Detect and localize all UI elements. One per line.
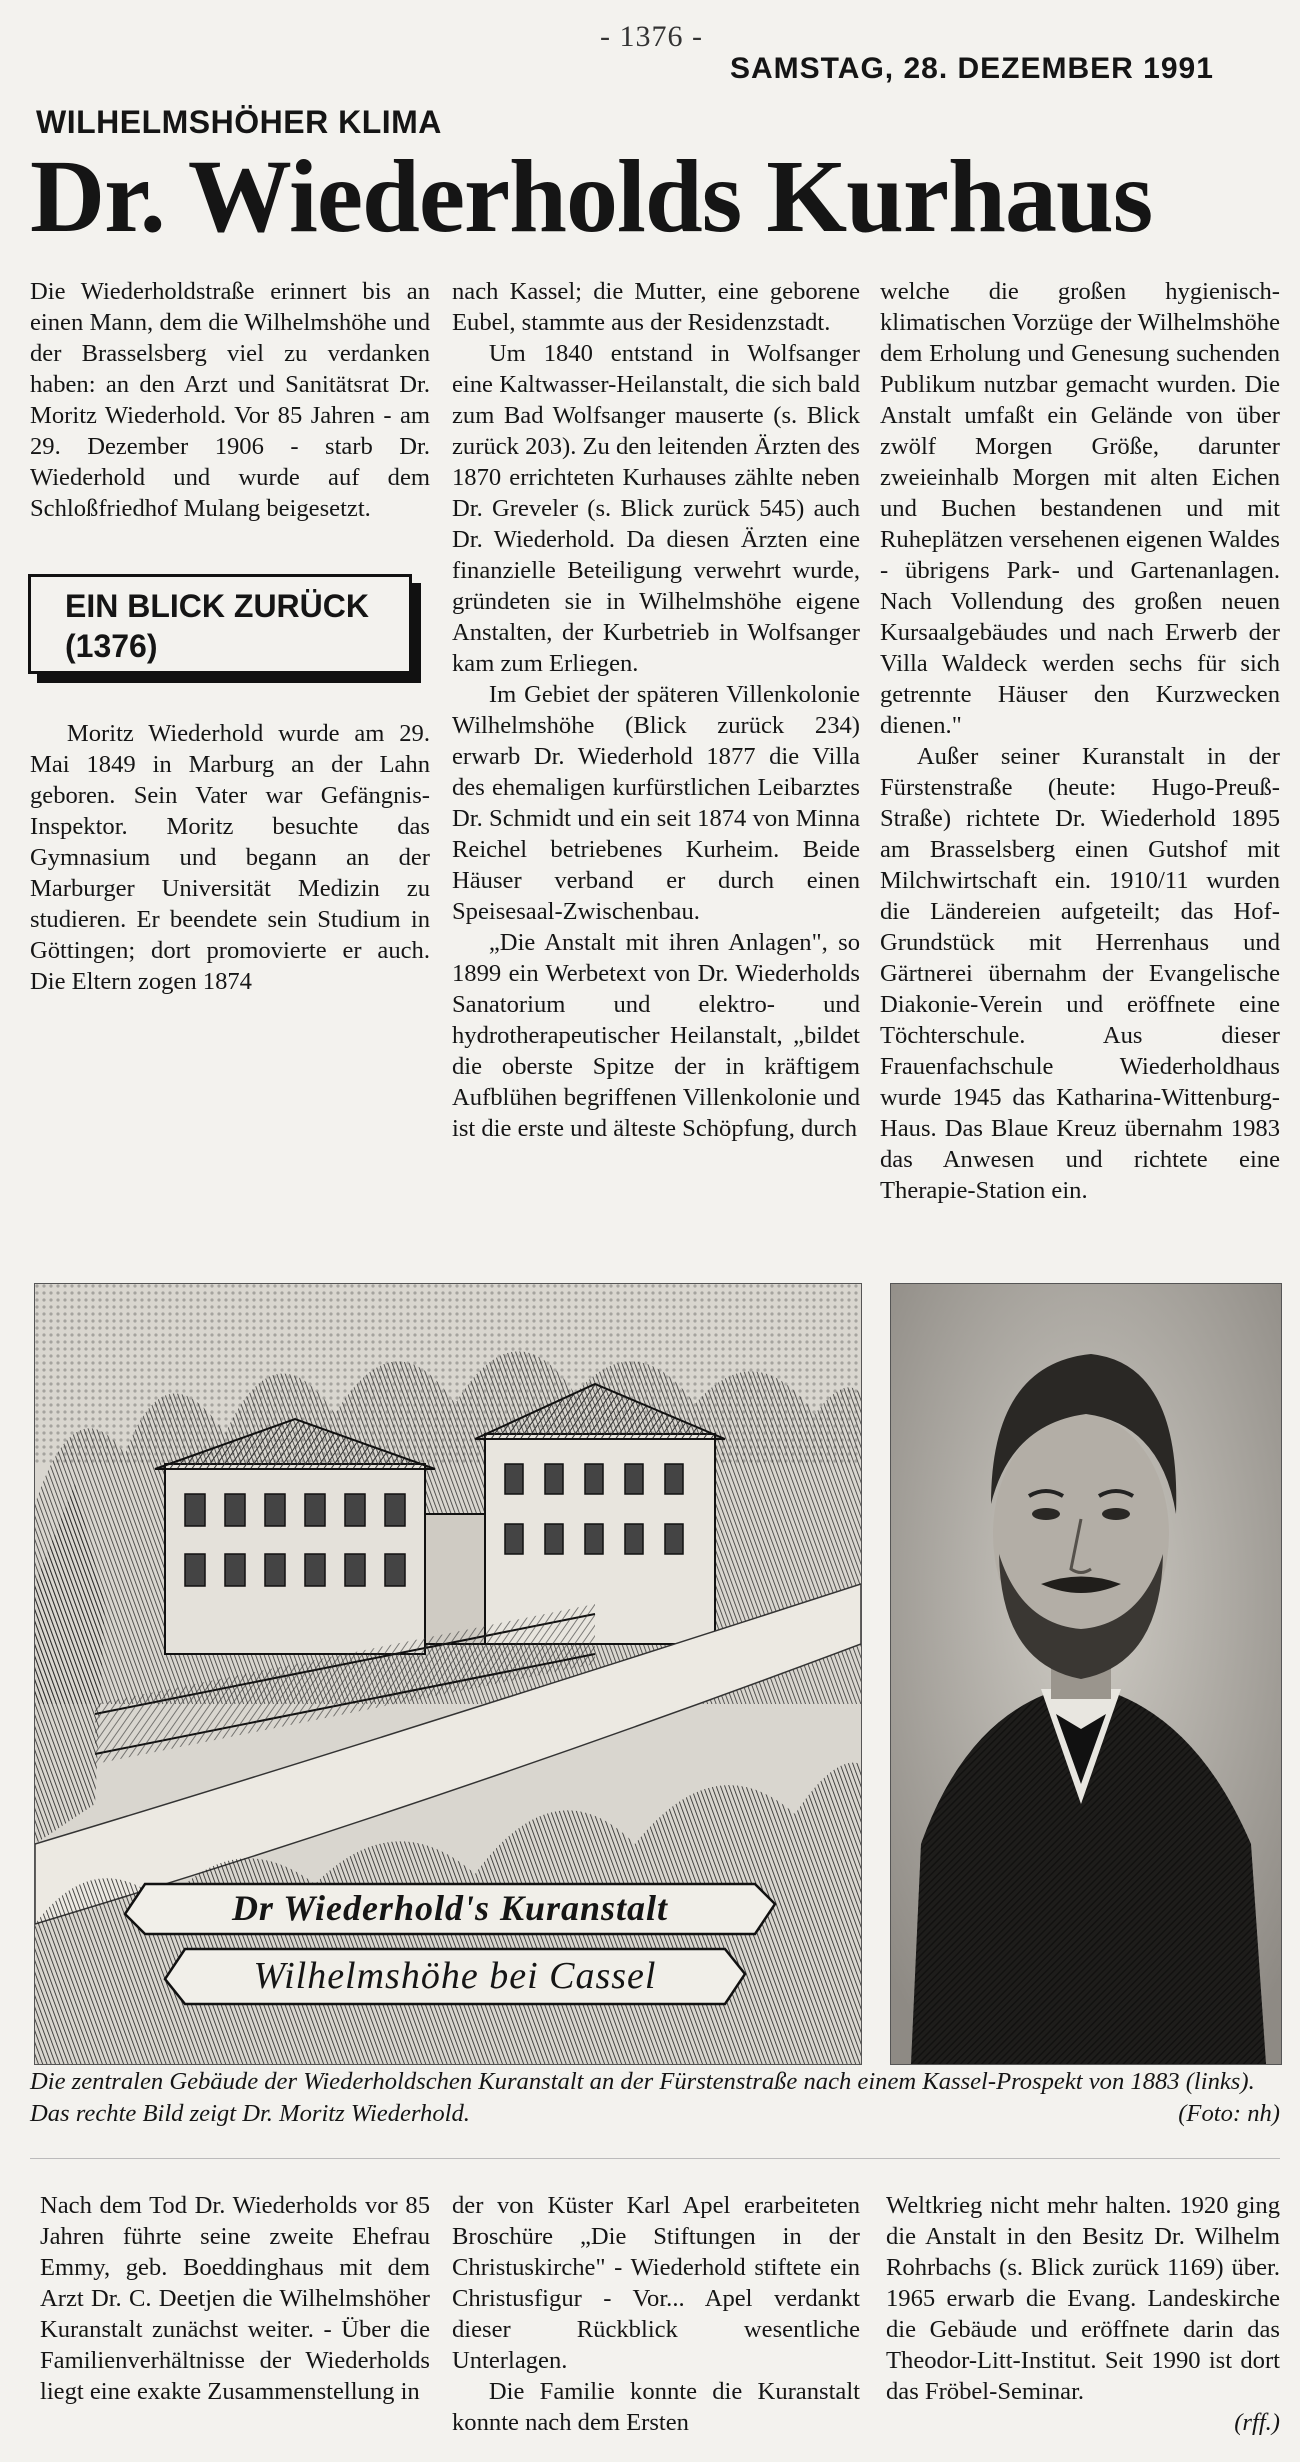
paragraph: Weltkrieg nicht mehr halten. 1920 ging die Anstalt in den Besitz Dr. Wilhelm Rohrbachs (s. Blick zurück 1169) über. 1965 erwarb die Evang. Landeskirche die Gebäude und eröffnete darin das Theodor-Litt-Institut. Seit 1990 ist dort das Fröbel-Seminar. — [886, 2192, 1280, 2405]
portrait-moritz-wiederhold — [890, 1283, 1282, 2065]
portrait-drawing — [891, 1284, 1281, 2064]
paragraph: Die Familie konnte die Kuranstalt konnte nach dem Ersten — [452, 2378, 860, 2436]
series-label: EIN BLICK ZURÜCK — [65, 588, 369, 624]
series-label-box — [28, 574, 412, 674]
issue-date: SAMSTAG, 28. DEZEMBER 1991 — [730, 52, 1214, 85]
article-column-2 — [452, 276, 860, 1144]
paragraph: Im Gebiet der späteren Villenkolonie Wilhelmshöhe (Blick zurück 234) erwarb Dr. Wiederhold 1877 die Villa des ehemaligen kurfürstlichen Leibarztes Dr. Schmidt und ein seit 1874 von Minna Reichel betriebenes Kurheim. Beide Häuser verband er durch einen Speisesaal-Zwischenbau. — [452, 681, 860, 925]
banner-line-2: Wilhelmshöhe bei Cassel — [253, 1955, 657, 1997]
caption-text: Die zentralen Gebäude der Wiederholdschen Kuranstalt an der Fürstenstraße nach einem Kassel-Prospekt von 1883 (links). Das rechte Bild zeigt Dr. Moritz Wiederhold. — [30, 2068, 1255, 2127]
series-number: (1376) — [65, 628, 158, 664]
paragraph: welche die großen hygienisch-klimatischen Vorzüge der Wilhelmshöhe dem Erholung und Genesung suchenden Publikum nutzbar gemacht wurden. Die Anstalt umfaßt ein Gelände von über zwölf Morgen Größe, darunter zweieinhalb Morgen mit alten Eichen und Buchen bestandenen und mit Ruheplätzen versehenen eigenen Waldes - übrigens Park- und Gartenanlagen. Nach Vollendung des großen neuen Kursaalgebäudes und nach Erwerb der Villa Waldeck werden sechs für sich getrennte Häuser den Kurzwecken dienen." — [880, 278, 1280, 739]
paragraph: nach Kassel; die Mutter, eine geborene Eubel, stammte aus der Residenzstadt. — [452, 278, 860, 336]
article-kicker: WILHELMSHÖHER KLIMA — [36, 104, 442, 140]
paragraph: Die Wiederholdstraße erinnert bis an einen Mann, dem die Wilhelmshöhe und der Brasselsberg viel zu verdanken haben: an den Arzt und Sanitätsrat Dr. Moritz Wiederhold. Vor 85 Jahren - am 29. Dezember 1906 - starb Dr. Wiederhold und wurde auf dem Schloßfriedhof Mulang beigesetzt. — [30, 278, 430, 522]
paragraph: Nach dem Tod Dr. Wiederholds vor 85 Jahren führte seine zweite Ehefrau Emmy, geb. Boeddinghaus mit dem Arzt Dr. C. Deetjen die Wilhelmshöher Kuranstalt zunächst weiter. - Über die Familienverhältnisse der Wiederholds liegt eine exakte Zusammenstellung in — [40, 2192, 430, 2405]
article-column-1b — [30, 718, 430, 997]
section-divider — [30, 2158, 1280, 2159]
engraving-drawing — [35, 1284, 861, 2064]
page-number: - 1376 - — [600, 20, 703, 53]
banner-line-1: Dr Wiederhold's Kuranstalt — [231, 1888, 669, 1928]
bottom-column-2 — [452, 2190, 860, 2438]
paragraph: der von Küster Karl Apel erarbeiteten Broschüre „Die Stiftungen in der Christuskirche" - Wiederhold stiftete ein Christusfigur - Vor... Apel verdankt dieser Rückblick wesentliche Unterlagen. — [452, 2192, 860, 2374]
kuranstalt-engraving — [34, 1283, 862, 2065]
paragraph: Um 1840 entstand in Wolfsanger eine Kaltwasser-Heilanstalt, die sich bald zum Bad Wolfsanger mauserte (s. Blick zurück 203). Zu den leitenden Ärzten des 1870 errichteten Kurhauses zählte neben Dr. Greveler (s. Blick zurück 545) auch Dr. Wiederhold. Da diesen Ärzten eine finanzielle Beteiligung verwehrt wurde, gründeten sie in Wilhelmshöhe eigene Anstalten, der Kurbetrieb in Wolfsanger kam zum Erliegen. — [452, 340, 860, 677]
figure-caption — [30, 2066, 1280, 2130]
article-column-3 — [880, 276, 1280, 1206]
paragraph: Moritz Wiederhold wurde am 29. Mai 1849 in Marburg an der Lahn geboren. Sein Vater war Gefängnis-Inspektor. Moritz besuchte das Gymnasium und begann an der Marburger Universität Medizin zu studieren. Er beendete sein Studium in Göttingen; dort promovierte er auch. Die Eltern zogen 1874 — [30, 720, 430, 995]
photo-credit: (Foto: nh) — [1178, 2100, 1280, 2127]
bottom-column-3 — [886, 2190, 1280, 2438]
article-headline: Dr. Wiederholds Kurhaus — [30, 139, 1153, 254]
paragraph: Außer seiner Kuranstalt in der Fürstenstraße (heute: Hugo-Preuß-Straße) richtete Dr. Wiederhold 1895 am Brasselsberg einen Gutshof mit Milchwirtschaft ein. 1910/11 wurden die Ländereien aufgeteilt; das Hof-Grundstück mit Herrenhaus und Gärtnerei übernahm der Evangelische Diakonie-Verein und eröffnete eine Töchterschule. Aus dieser Frauenfachschule Wiederholdhaus wurde 1945 das Katharina-Wittenburg-Haus. Das Blaue Kreuz übernahm 1983 das Anwesen und richtete eine Therapie-Station ein. — [880, 743, 1280, 1204]
paragraph: „Die Anstalt mit ihren Anlagen", so 1899 ein Werbetext von Dr. Wiederholds Sanatorium und elektro- und hydrotherapeutischer Heilanstalt, „bildet die oberste Spitze der in kräftigem Aufblühen begriffenen Villenkolonie und ist die erste und älteste Schöpfung, durch — [452, 929, 860, 1142]
author-signature: (rff.) — [1234, 2409, 1280, 2436]
article-column-1 — [30, 276, 430, 524]
bottom-column-1 — [40, 2190, 430, 2407]
